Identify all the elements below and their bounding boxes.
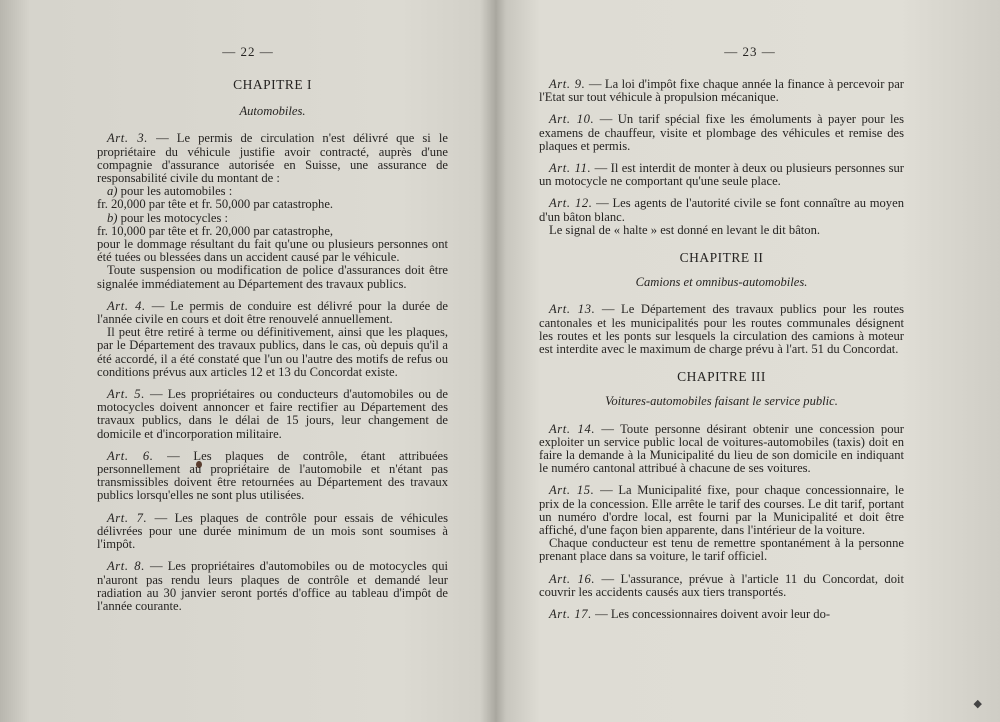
right-page bbox=[500, 0, 1000, 722]
article-label: Art. 10. bbox=[549, 112, 595, 127]
article-5 bbox=[97, 388, 448, 441]
article-text: — Toute personne désirant obtenir une concession pour exploiter un service public local de voitures-automobiles (taxis) doit en faire la demande à la Municipalité du lieu de son domicile en indiquant le numéro cantonal attribué à chacune de ses voitures. bbox=[539, 421, 905, 476]
article-label: Art. 7. bbox=[107, 510, 148, 525]
article-label: Art. 12. bbox=[549, 196, 593, 211]
article-text: — L'assurance, prévue à l'article 11 du Concordat, doit couvrir les accidents causés aux tiers transportés. bbox=[539, 571, 904, 599]
article-paragraph: Toute suspension ou modification de police d'assurances doit être signalée immédiatement au Département des travaux publics. bbox=[97, 263, 448, 291]
article-4 bbox=[97, 300, 448, 379]
article-text: — Les agents de l'autorité civile se font connaître au moyen d'un bâton blanc. bbox=[539, 196, 904, 224]
article-label: Art. 13. bbox=[549, 302, 596, 317]
article-11 bbox=[539, 162, 904, 188]
article-text: — Le permis de circulation n'est délivré que si le propriétaire du véhicule justifie avoir contracté, auprès d'une compagnie d'assurance autorisée en Suisse, une assurance de responsabilité civile du montant de : bbox=[97, 131, 448, 186]
article-3 bbox=[97, 132, 448, 290]
page-number-left: — 22 — bbox=[222, 44, 274, 59]
article-label: Art. 6. bbox=[107, 448, 154, 463]
article-amount-a: fr. 20,000 par tête et fr. 50,000 par catastrophe. bbox=[97, 197, 334, 212]
article-14 bbox=[539, 423, 904, 476]
chapter-subtitle: Camions et omnibus-automobiles. bbox=[635, 275, 808, 290]
article-text-continued: pour le dommage résultant du fait qu'une ou plusieurs personnes ont été tuées ou blessées dans un accident causé par le véhicule. bbox=[97, 237, 448, 265]
article-amount-b: fr. 10,000 par tête et fr. 20,000 par catastrophe, bbox=[97, 223, 334, 238]
article-17 bbox=[539, 608, 904, 621]
article-item-a: a) pour les automobiles : bbox=[107, 184, 233, 199]
article-16 bbox=[539, 573, 904, 599]
article-text: — La loi d'impôt fixe chaque année la finance à percevoir par l'Etat sur tout véhicule à propulsion mécanique. bbox=[539, 77, 904, 105]
article-text: — Les concessionnaires doivent avoir leur do- bbox=[591, 607, 831, 622]
article-text: — Les propriétaires ou conducteurs d'automobiles ou de motocycles doivent annoncer et faire rectifier au Département des travaux publics, dans le délai de 15 jours, leur changement de domicile et d'incorporation militaire. bbox=[97, 387, 448, 441]
article-8 bbox=[97, 560, 448, 613]
article-paragraph: Le signal de « halte » est donné en levant le dit bâton. bbox=[549, 222, 821, 237]
article-label: Art. 17. bbox=[549, 607, 592, 622]
article-text: — Les plaques de contrôle, étant attribuées personnellement au propriétaire de l'automobile et n'étant pas transmissibles doivent être retournées au Département des travaux publics lorsqu'elles ne sont plus utilisées. bbox=[97, 448, 448, 503]
page-number-right: — 23 — bbox=[724, 44, 776, 59]
article-text: — La Municipalité fixe, pour chaque concessionnaire, le prix de la concession. Elle arrête le tarif des courses. Le dit tarif, portant un numéro d'ordre local, est fourni par la Municipalité et doit être affiché, d'une façon bien apparente, dans l'intérieur de la voiture. bbox=[539, 483, 904, 538]
chapter-subtitle: Automobiles. bbox=[239, 104, 306, 119]
article-12 bbox=[539, 197, 904, 237]
article-15 bbox=[539, 484, 904, 563]
article-label: Art. 11. bbox=[549, 161, 592, 176]
article-text: — Un tarif spécial fixe les émoluments à payer pour les examens de chauffeur, visite et plombage des véhicules et remise des plaques et permis. bbox=[539, 112, 904, 153]
article-10 bbox=[539, 113, 904, 153]
article-text: — Il est interdit de monter à deux ou plusieurs personnes sur un motocycle ne comportant qu'une seule place. bbox=[539, 161, 905, 189]
article-text: — Le permis de conduire est délivré pour la durée de l'année civile en cours et doit être renouvelé annuellement. bbox=[97, 298, 448, 327]
left-page bbox=[0, 0, 496, 722]
article-label: Art. 9. bbox=[549, 77, 586, 91]
article-label: Art. 4. bbox=[107, 298, 146, 313]
article-label: Art. 3. bbox=[107, 131, 148, 146]
chapter-title: CHAPITRE II bbox=[679, 250, 764, 266]
article-7 bbox=[97, 512, 448, 552]
article-text: — Les plaques de contrôle pour essais de véhicules délivrées pour une durée minimum de un mois sont soumises à l'impôt. bbox=[97, 510, 448, 552]
article-label: Art. 5. bbox=[107, 387, 145, 402]
article-6 bbox=[97, 450, 448, 503]
corner-logo-icon: ◆ bbox=[973, 697, 982, 710]
article-label: Art. 15. bbox=[549, 483, 595, 498]
article-item-b: b) pour les motocycles : bbox=[107, 210, 229, 225]
article-label: Art. 14. bbox=[549, 421, 596, 436]
article-9 bbox=[539, 78, 904, 104]
left-page-content bbox=[97, 78, 448, 622]
chapter-title: CHAPITRE III bbox=[677, 369, 766, 385]
article-text: — Les propriétaires d'automobiles ou de motocycles qui n'auront pas rendu leurs plaques de contrôle et demandé leur radiation au 30 janvier seront portés d'office au tableau d'impôt de l'année courante. bbox=[97, 559, 448, 613]
chapter-title: CHAPITRE I bbox=[233, 77, 312, 92]
right-page-content bbox=[539, 78, 904, 630]
article-13 bbox=[539, 303, 904, 356]
article-label: Art. 16. bbox=[549, 571, 596, 586]
article-paragraph: Il peut être retiré à terme ou définitivement, ainsi que les plaques, par le Département des travaux publics, dans le cas, où depuis qu'il a été accordé, il a été constaté que l'un ou l'autre des motifs de refus ou conditions prévus aux articles 12 et 13 du Concordat existe. bbox=[97, 325, 448, 379]
chapter-subtitle: Voitures-automobiles faisant le service public. bbox=[605, 394, 838, 409]
article-label: Art. 8. bbox=[107, 559, 145, 574]
article-text: — Le Département des travaux publics pour les routes cantonales et les municipalités pour les routes communales désignent les routes et les ponts sur lesquels la circulation des camions à moteur est interdite avec le maximum de charge prévu à l'art. 51 du Concordat. bbox=[539, 302, 904, 357]
article-paragraph: Chaque conducteur est tenu de remettre spontanément à la personne prenant place dans sa voiture, le tarif officiel. bbox=[539, 536, 904, 564]
